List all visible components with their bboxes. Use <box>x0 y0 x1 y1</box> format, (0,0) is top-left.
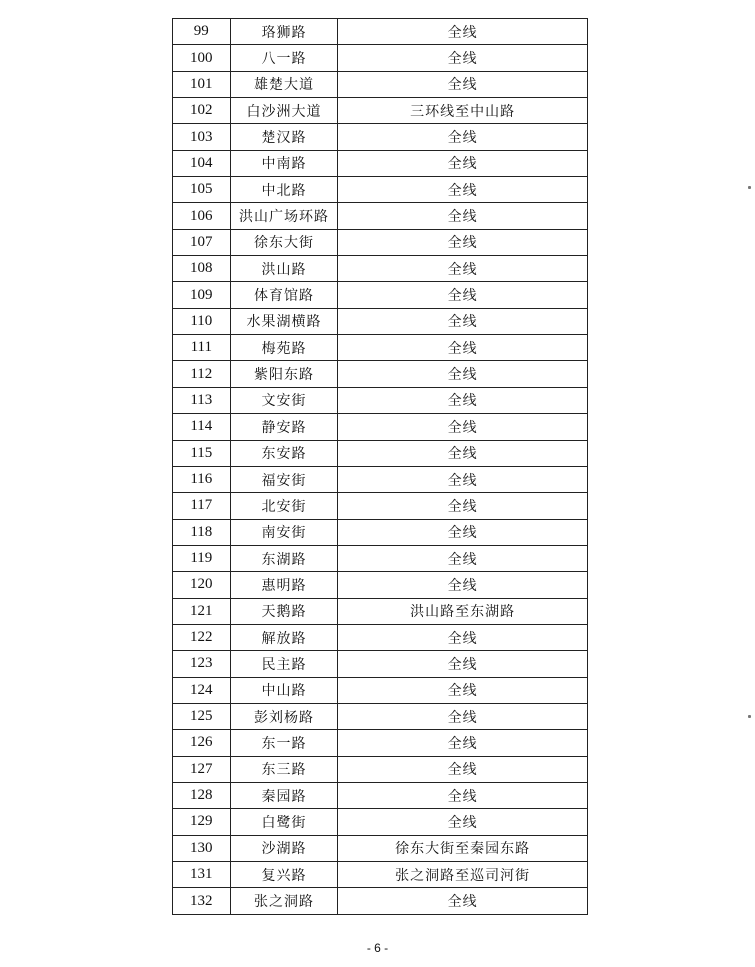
table-row <box>173 545 588 571</box>
row-number-cell: 113 <box>173 387 231 413</box>
road-scope-cell: 全线 <box>338 177 588 203</box>
table-row <box>173 177 588 203</box>
table-row <box>173 150 588 176</box>
road-name-cell: 体育馆路 <box>230 282 338 308</box>
road-scope-cell: 全线 <box>338 730 588 756</box>
road-scope-cell: 全线 <box>338 45 588 71</box>
row-number-cell: 118 <box>173 519 231 545</box>
road-name-cell: 白沙洲大道 <box>230 98 338 124</box>
table-row <box>173 835 588 861</box>
road-scope-cell: 全线 <box>338 387 588 413</box>
table-row <box>173 98 588 124</box>
road-scope-cell: 全线 <box>338 572 588 598</box>
table-row <box>173 203 588 229</box>
scan-speck <box>748 186 751 189</box>
row-number-cell: 124 <box>173 677 231 703</box>
road-name-cell: 东湖路 <box>230 545 338 571</box>
road-name-cell: 洪山路 <box>230 256 338 282</box>
road-scope-cell: 全线 <box>338 545 588 571</box>
row-number-cell: 121 <box>173 598 231 624</box>
page-number: - 6 - <box>366 941 389 955</box>
road-name-cell: 张之洞路 <box>230 888 338 914</box>
road-scope-cell: 全线 <box>338 677 588 703</box>
road-scope-cell: 全线 <box>338 651 588 677</box>
table-row <box>173 308 588 334</box>
table-row <box>173 387 588 413</box>
row-number-cell: 114 <box>173 414 231 440</box>
row-number-cell: 129 <box>173 809 231 835</box>
road-name-cell: 北安街 <box>230 493 338 519</box>
table-row <box>173 414 588 440</box>
road-scope-cell: 全线 <box>338 256 588 282</box>
road-scope-cell: 洪山路至东湖路 <box>338 598 588 624</box>
row-number-cell: 110 <box>173 308 231 334</box>
road-scope-cell: 三环线至中山路 <box>338 98 588 124</box>
row-number-cell: 125 <box>173 703 231 729</box>
row-number-cell: 108 <box>173 256 231 282</box>
row-number-cell: 99 <box>173 19 231 45</box>
road-name-cell: 南安街 <box>230 519 338 545</box>
table-row <box>173 466 588 492</box>
road-scope-cell: 张之洞路至巡司河街 <box>338 862 588 888</box>
road-scope-cell: 全线 <box>338 124 588 150</box>
road-name-cell: 沙湖路 <box>230 835 338 861</box>
road-name-cell: 中南路 <box>230 150 338 176</box>
table-row <box>173 71 588 97</box>
table-row <box>173 703 588 729</box>
row-number-cell: 107 <box>173 229 231 255</box>
road-scope-cell: 全线 <box>338 519 588 545</box>
road-scope-cell: 全线 <box>338 624 588 650</box>
table-row <box>173 229 588 255</box>
road-name-cell: 文安街 <box>230 387 338 413</box>
road-name-cell: 解放路 <box>230 624 338 650</box>
row-number-cell: 115 <box>173 440 231 466</box>
table-row <box>173 756 588 782</box>
road-name-cell: 天鹅路 <box>230 598 338 624</box>
road-scope-cell: 全线 <box>338 782 588 808</box>
table-row <box>173 361 588 387</box>
road-name-cell: 八一路 <box>230 45 338 71</box>
road-scope-cell: 全线 <box>338 308 588 334</box>
road-name-cell: 雄楚大道 <box>230 71 338 97</box>
road-name-cell: 东三路 <box>230 756 338 782</box>
road-scope-cell: 全线 <box>338 203 588 229</box>
table-row <box>173 624 588 650</box>
road-name-cell: 徐东大街 <box>230 229 338 255</box>
table-row <box>173 782 588 808</box>
row-number-cell: 100 <box>173 45 231 71</box>
row-number-cell: 109 <box>173 282 231 308</box>
table-row <box>173 45 588 71</box>
table-row <box>173 124 588 150</box>
road-name-cell: 楚汉路 <box>230 124 338 150</box>
road-name-cell: 东安路 <box>230 440 338 466</box>
table-row <box>173 519 588 545</box>
road-name-cell: 东一路 <box>230 730 338 756</box>
road-name-cell: 中山路 <box>230 677 338 703</box>
row-number-cell: 128 <box>173 782 231 808</box>
road-scope-cell: 全线 <box>338 440 588 466</box>
road-scope-cell: 全线 <box>338 414 588 440</box>
table-row <box>173 19 588 45</box>
road-scope-cell: 全线 <box>338 71 588 97</box>
road-name-cell: 民主路 <box>230 651 338 677</box>
table-row <box>173 730 588 756</box>
road-name-cell: 梅苑路 <box>230 335 338 361</box>
table-row <box>173 282 588 308</box>
road-scope-cell: 全线 <box>338 19 588 45</box>
road-scope-cell: 全线 <box>338 888 588 914</box>
road-name-cell: 珞狮路 <box>230 19 338 45</box>
row-number-cell: 104 <box>173 150 231 176</box>
road-name-cell: 复兴路 <box>230 862 338 888</box>
road-scope-cell: 全线 <box>338 756 588 782</box>
row-number-cell: 122 <box>173 624 231 650</box>
road-table-body <box>173 19 588 915</box>
table-row <box>173 809 588 835</box>
road-name-cell: 静安路 <box>230 414 338 440</box>
row-number-cell: 119 <box>173 545 231 571</box>
table-row <box>173 598 588 624</box>
road-name-cell: 彭刘杨路 <box>230 703 338 729</box>
row-number-cell: 101 <box>173 71 231 97</box>
table-row <box>173 440 588 466</box>
row-number-cell: 111 <box>173 335 231 361</box>
row-number-cell: 117 <box>173 493 231 519</box>
row-number-cell: 126 <box>173 730 231 756</box>
road-name-cell: 惠明路 <box>230 572 338 598</box>
table-row <box>173 493 588 519</box>
table-row <box>173 677 588 703</box>
road-table <box>172 18 588 915</box>
row-number-cell: 105 <box>173 177 231 203</box>
row-number-cell: 120 <box>173 572 231 598</box>
road-scope-cell: 全线 <box>338 229 588 255</box>
road-scope-cell: 全线 <box>338 335 588 361</box>
row-number-cell: 123 <box>173 651 231 677</box>
table-row <box>173 256 588 282</box>
table-row <box>173 335 588 361</box>
row-number-cell: 102 <box>173 98 231 124</box>
road-scope-cell: 徐东大街至秦园东路 <box>338 835 588 861</box>
road-name-cell: 福安街 <box>230 466 338 492</box>
road-scope-cell: 全线 <box>338 361 588 387</box>
road-name-cell: 秦园路 <box>230 782 338 808</box>
table-row <box>173 862 588 888</box>
row-number-cell: 131 <box>173 862 231 888</box>
road-scope-cell: 全线 <box>338 809 588 835</box>
row-number-cell: 127 <box>173 756 231 782</box>
road-name-cell: 洪山广场环路 <box>230 203 338 229</box>
row-number-cell: 130 <box>173 835 231 861</box>
road-scope-cell: 全线 <box>338 703 588 729</box>
road-name-cell: 水果湖横路 <box>230 308 338 334</box>
row-number-cell: 112 <box>173 361 231 387</box>
row-number-cell: 116 <box>173 466 231 492</box>
road-name-cell: 中北路 <box>230 177 338 203</box>
table-row <box>173 651 588 677</box>
table-row <box>173 572 588 598</box>
row-number-cell: 106 <box>173 203 231 229</box>
table-row <box>173 888 588 914</box>
road-scope-cell: 全线 <box>338 466 588 492</box>
road-name-cell: 紫阳东路 <box>230 361 338 387</box>
row-number-cell: 103 <box>173 124 231 150</box>
road-scope-cell: 全线 <box>338 493 588 519</box>
road-scope-cell: 全线 <box>338 150 588 176</box>
row-number-cell: 132 <box>173 888 231 914</box>
road-scope-cell: 全线 <box>338 282 588 308</box>
road-name-cell: 白鹭街 <box>230 809 338 835</box>
scan-speck <box>748 715 751 718</box>
